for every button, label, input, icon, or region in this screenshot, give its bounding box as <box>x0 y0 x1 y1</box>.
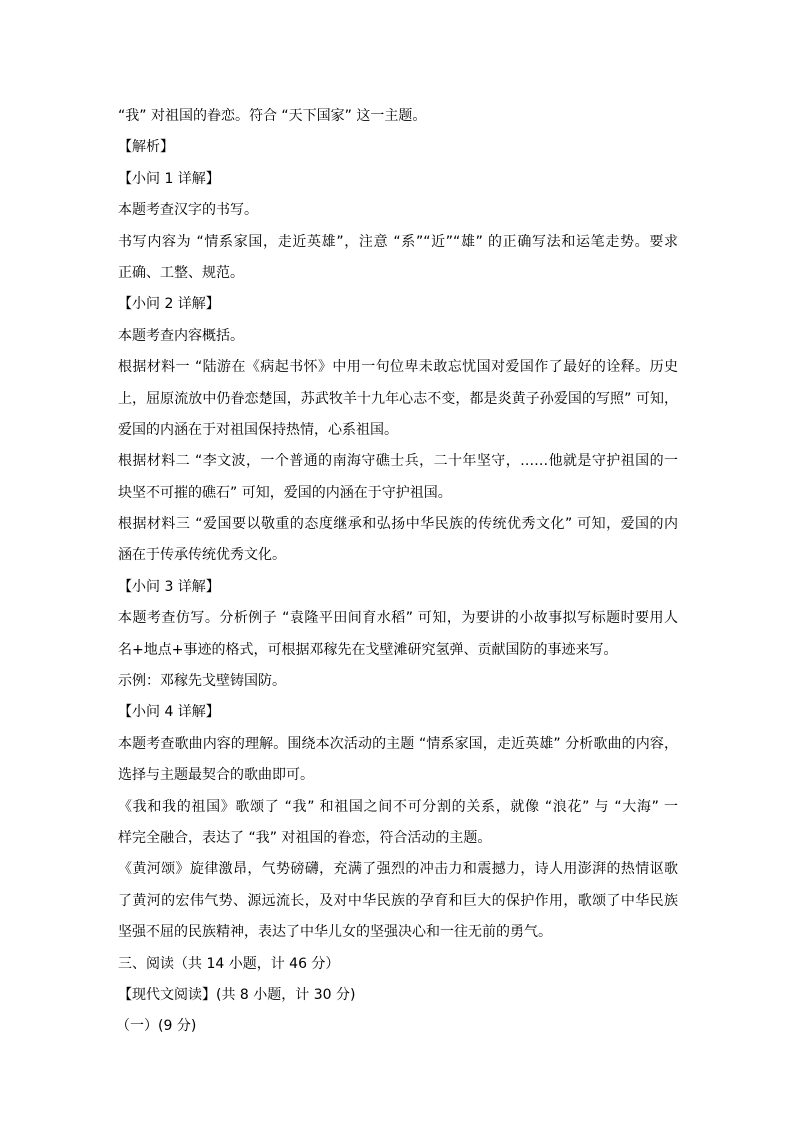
text-line: “我” 对祖国的眷恋。符合 “天下国家” 这一主题。 <box>118 108 427 124</box>
text-line: 上，屈原流放中仍眷恋楚国，苏武牧羊十九年心志不变，都是炎黄子孙爱国的写照” 可知， <box>118 390 678 407</box>
text-line: 涵在于传承传统优秀文化。 <box>118 547 286 564</box>
question-1-heading: 【小问 1 详解】 <box>118 170 220 187</box>
text-line: 正确、工整、规范。 <box>118 264 244 281</box>
text-line: 块坚不可摧的礁石” 可知，爱国的内涵在于守护祖国。 <box>118 484 452 501</box>
text-line: 爱国的内涵在于对祖国保持热情，心系祖国。 <box>118 421 398 438</box>
text-line: 坚强不屈的民族精神，表达了中华儿女的坚强决心和一往无前的勇气。 <box>118 924 552 941</box>
question-4-heading: 【小问 4 详解】 <box>118 704 220 721</box>
text-line: 本题考查汉字的书写。 <box>118 202 258 219</box>
text-line: 根据材料二 “李文波，一个普通的南海守礁士兵，二十年坚守，……他就是守护祖国的一 <box>118 453 678 470</box>
text-line: 根据材料一 “陆游在《病起书怀》中用一句位卑未敢忘忧国对爱国作了最好的诠释。历史 <box>118 359 678 376</box>
text-line: 本题考查内容概括。 <box>118 327 244 344</box>
section-heading-analysis: 【解析】 <box>118 139 174 156</box>
text-line: 了黄河的宏伟气势、源远流长，及对中华民族的孕育和巨大的保护作用，歌颂了中华民族 <box>118 892 678 909</box>
question-2-heading: 【小问 2 详解】 <box>118 296 220 313</box>
text-line: 根据材料三 “爱国要以敬重的态度继承和弘扬中华民族的传统优秀文化” 可知，爱国的内 <box>118 516 678 533</box>
text-line: 本题考查仿写。分析例子 “袁隆平田间育水稻” 可知，为要讲的小故事拟写标题时要用人 <box>118 610 678 627</box>
section-heading-reading: 三、阅读（共 14 小题，计 46 分） <box>118 955 340 972</box>
text-line: 示例：邓稼先戈壁铸国防。 <box>118 673 286 690</box>
subsection-heading-modern-reading: 【现代文阅读】(共 8 小题，计 30 分) <box>118 986 356 1003</box>
text-line: 名+地点+事迹的格式，可根据邓稼先在戈壁滩研究氢弹、贡献国防的事迹来写。 <box>118 641 618 658</box>
text-line: 样完全融合，表达了 “我” 对祖国的眷恋，符合活动的主题。 <box>118 829 492 846</box>
question-3-heading: 【小问 3 详解】 <box>118 578 220 595</box>
part-one-heading: （一）(9 分) <box>116 1018 197 1035</box>
document-page <box>118 101 678 1043</box>
text-line: 本题考查歌曲内容的理解。围绕本次活动的主题 “情系家国，走近英雄” 分析歌曲的内容， <box>118 735 678 752</box>
text-line: 《我和我的祖国》歌颂了 “我” 和祖国之间不可分割的关系，就像 “浪花” 与 “大海” 一 <box>118 798 678 815</box>
text-line: 《黄河颂》旋律激昂，气势磅礴，充满了强烈的冲击力和震撼力，诗人用澎湃的热情讴歌 <box>118 861 678 878</box>
text-line: 书写内容为 “情系家国，走近英雄”，注意 “系”“近”“雄” 的正确写法和运笔走势。要求 <box>118 233 678 250</box>
text-line: 选择与主题最契合的歌曲即可。 <box>118 767 314 784</box>
